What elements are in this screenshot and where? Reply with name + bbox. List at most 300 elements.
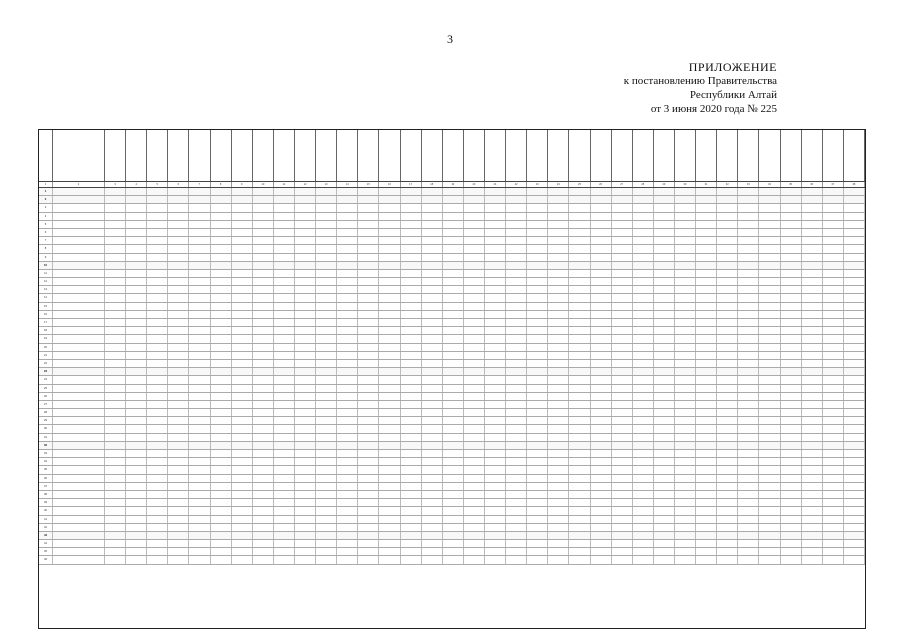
table-cell (506, 556, 527, 563)
table-cell (633, 311, 654, 318)
table-cell (527, 245, 548, 252)
table-cell (802, 450, 823, 457)
table-cell (274, 213, 295, 220)
table-cell (105, 507, 126, 514)
table-cell (337, 540, 358, 547)
table-cell (189, 270, 210, 277)
table-cell (717, 360, 738, 367)
column-number: 36 (802, 182, 823, 187)
table-cell (147, 204, 168, 211)
table-cell (422, 434, 443, 441)
table-cell (675, 311, 696, 318)
table-cell (147, 516, 168, 523)
table-cell (844, 319, 865, 326)
row-number-cell: 22 (39, 360, 53, 367)
table-cell (105, 466, 126, 473)
table-cell (443, 532, 464, 539)
table-cell (738, 516, 759, 523)
table-cell (337, 368, 358, 375)
table-cell (548, 516, 569, 523)
table-cell (105, 327, 126, 334)
table-cell (591, 319, 612, 326)
column-number: 27 (612, 182, 633, 187)
table-cell (654, 311, 675, 318)
table-cell (253, 188, 274, 195)
table-cell (464, 303, 485, 310)
table-cell (696, 434, 717, 441)
table-cell (443, 303, 464, 310)
table-cell (232, 286, 253, 293)
table-cell (717, 516, 738, 523)
table-cell (401, 286, 422, 293)
table-cell (337, 376, 358, 383)
table-cell (823, 417, 844, 424)
table-cell (337, 475, 358, 482)
table-cell (844, 442, 865, 449)
table-cell (295, 540, 316, 547)
table-cell (274, 344, 295, 351)
table-cell (443, 196, 464, 203)
table-cell (379, 352, 400, 359)
table-cell (358, 491, 379, 498)
table-cell (759, 524, 780, 531)
header-cell (358, 130, 379, 181)
table-cell (823, 229, 844, 236)
table-cell (569, 319, 590, 326)
table-cell (548, 360, 569, 367)
table-cell (358, 516, 379, 523)
table-cell (527, 458, 548, 465)
table-cell (53, 434, 105, 441)
table-cell (612, 303, 633, 310)
table-cell (232, 294, 253, 301)
table-cell (781, 327, 802, 334)
table-cell (253, 286, 274, 293)
table-cell (759, 483, 780, 490)
table-cell (717, 507, 738, 514)
table-cell (105, 254, 126, 261)
table-cell (147, 286, 168, 293)
table-cell (654, 450, 675, 457)
table-cell (443, 237, 464, 244)
table-cell (443, 221, 464, 228)
table-cell (379, 376, 400, 383)
column-number: 5 (147, 182, 168, 187)
table-cell (844, 204, 865, 211)
table-cell (548, 385, 569, 392)
table-cell (781, 303, 802, 310)
table-cell (337, 319, 358, 326)
table-cell (675, 303, 696, 310)
column-number: 16 (379, 182, 400, 187)
table-cell (675, 196, 696, 203)
table-cell (337, 286, 358, 293)
table-cell (443, 254, 464, 261)
table-cell (126, 196, 147, 203)
table-cell (337, 466, 358, 473)
table-cell (738, 204, 759, 211)
table-cell (253, 507, 274, 514)
row-number-cell: 25 (39, 385, 53, 392)
table-cell (358, 442, 379, 449)
table-cell (358, 237, 379, 244)
table-cell (126, 335, 147, 342)
table-cell (274, 196, 295, 203)
table-cell (759, 294, 780, 301)
table-cell (189, 344, 210, 351)
table-cell (232, 221, 253, 228)
table-row (39, 368, 865, 376)
table-cell (548, 368, 569, 375)
table-cell (295, 303, 316, 310)
table-cell (358, 507, 379, 514)
table-cell (401, 532, 422, 539)
table-cell (401, 376, 422, 383)
table-cell (105, 319, 126, 326)
table-cell (633, 548, 654, 555)
table-cell (781, 393, 802, 400)
table-cell (105, 417, 126, 424)
table-cell (126, 434, 147, 441)
table-cell (337, 270, 358, 277)
table-cell (401, 450, 422, 457)
table-cell (401, 556, 422, 563)
table-cell (738, 221, 759, 228)
table-cell (401, 303, 422, 310)
table-cell (189, 196, 210, 203)
table-cell (696, 335, 717, 342)
table-cell (316, 516, 337, 523)
table-cell (358, 483, 379, 490)
table-cell (422, 376, 443, 383)
table-cell (211, 319, 232, 326)
table-cell (105, 393, 126, 400)
table-cell (485, 417, 506, 424)
row-number-cell: 19 (39, 335, 53, 342)
table-cell (548, 319, 569, 326)
table-cell (633, 294, 654, 301)
column-number: 25 (569, 182, 590, 187)
table-cell (506, 254, 527, 261)
table-cell (337, 434, 358, 441)
table-cell (844, 196, 865, 203)
table-cell (422, 385, 443, 392)
table-cell (717, 327, 738, 334)
table-cell (211, 442, 232, 449)
table-cell (759, 499, 780, 506)
table-cell (316, 262, 337, 269)
table-cell (717, 303, 738, 310)
table-cell (781, 188, 802, 195)
table-cell (696, 327, 717, 334)
table-cell (759, 393, 780, 400)
table-cell (654, 556, 675, 563)
table-cell (105, 213, 126, 220)
table-cell (189, 262, 210, 269)
table-cell (401, 237, 422, 244)
table-cell (126, 311, 147, 318)
table-cell (844, 360, 865, 367)
table-cell (464, 344, 485, 351)
table-cell (189, 237, 210, 244)
table-cell (232, 540, 253, 547)
table-cell (253, 483, 274, 490)
table-cell (464, 360, 485, 367)
table-cell (823, 245, 844, 252)
table-cell (717, 385, 738, 392)
table-cell (506, 475, 527, 482)
table-cell (53, 401, 105, 408)
table-cell (591, 483, 612, 490)
table-cell (844, 401, 865, 408)
table-cell (379, 303, 400, 310)
table-cell (358, 344, 379, 351)
table-cell (253, 417, 274, 424)
column-number: 28 (633, 182, 654, 187)
table-cell (253, 262, 274, 269)
table-cell (53, 450, 105, 457)
table-cell (316, 237, 337, 244)
table-cell (569, 393, 590, 400)
table-cell (105, 532, 126, 539)
table-cell (612, 401, 633, 408)
table-cell (168, 524, 189, 531)
table-cell (717, 270, 738, 277)
table-cell (422, 475, 443, 482)
table-cell (781, 254, 802, 261)
table-cell (506, 335, 527, 342)
table-cell (569, 335, 590, 342)
table-cell (232, 466, 253, 473)
table-cell (464, 368, 485, 375)
table-cell (823, 311, 844, 318)
table-cell (569, 434, 590, 441)
table-cell (612, 311, 633, 318)
header-cell (633, 130, 654, 181)
table-cell (232, 548, 253, 555)
column-number: 18 (422, 182, 443, 187)
table-cell (358, 245, 379, 252)
table-cell (443, 516, 464, 523)
table-cell (253, 327, 274, 334)
table-cell (189, 368, 210, 375)
table-cell (379, 188, 400, 195)
header-cell (232, 130, 253, 181)
table-cell (633, 524, 654, 531)
table-cell (53, 458, 105, 465)
table-cell (422, 491, 443, 498)
header-cell (738, 130, 759, 181)
table-cell (591, 409, 612, 416)
row-number-cell: 38 (39, 491, 53, 498)
table-cell (147, 221, 168, 228)
table-cell (337, 524, 358, 531)
table-cell (781, 409, 802, 416)
table-cell (802, 376, 823, 383)
table-cell (569, 466, 590, 473)
table-cell (189, 245, 210, 252)
table-cell (759, 360, 780, 367)
table-cell (295, 360, 316, 367)
column-number: 20 (464, 182, 485, 187)
table-cell (274, 221, 295, 228)
table-cell (738, 294, 759, 301)
table-cell (654, 245, 675, 252)
table-cell (802, 262, 823, 269)
header-cell (802, 130, 823, 181)
table-cell (696, 237, 717, 244)
table-cell (633, 507, 654, 514)
table-cell (738, 475, 759, 482)
table-cell (591, 401, 612, 408)
table-cell (675, 270, 696, 277)
table-cell (633, 376, 654, 383)
table-cell (591, 221, 612, 228)
table-cell (485, 458, 506, 465)
table-cell (802, 548, 823, 555)
table-cell (147, 188, 168, 195)
table-row (39, 311, 865, 319)
table-cell (295, 516, 316, 523)
table-cell (844, 483, 865, 490)
table-cell (443, 442, 464, 449)
table-cell (147, 262, 168, 269)
table-cell (844, 434, 865, 441)
table-cell (464, 376, 485, 383)
table-cell (759, 311, 780, 318)
table-cell (759, 196, 780, 203)
table-cell (802, 237, 823, 244)
table-cell (506, 442, 527, 449)
table-row (39, 524, 865, 532)
table-cell (211, 540, 232, 547)
table-cell (337, 278, 358, 285)
table-cell (337, 507, 358, 514)
table-cell (401, 417, 422, 424)
table-row (39, 286, 865, 294)
table-cell (612, 425, 633, 432)
table-cell (759, 237, 780, 244)
column-number: 30 (675, 182, 696, 187)
table-cell (295, 229, 316, 236)
table-cell (295, 491, 316, 498)
table-cell (443, 311, 464, 318)
table-cell (464, 483, 485, 490)
table-cell (612, 262, 633, 269)
table-cell (759, 213, 780, 220)
table-cell (548, 417, 569, 424)
table-cell (844, 417, 865, 424)
table-cell (527, 327, 548, 334)
table-cell (253, 532, 274, 539)
table-cell (844, 270, 865, 277)
header-cell (274, 130, 295, 181)
table-cell (274, 278, 295, 285)
column-number: 24 (548, 182, 569, 187)
table-cell (527, 270, 548, 277)
table-cell (506, 294, 527, 301)
table-cell (802, 327, 823, 334)
table-cell (168, 425, 189, 432)
table-cell (612, 254, 633, 261)
table-cell (717, 188, 738, 195)
table-row (39, 188, 865, 196)
table-cell (823, 491, 844, 498)
table-cell (506, 532, 527, 539)
table-cell (696, 213, 717, 220)
table-cell (569, 401, 590, 408)
table-cell (274, 245, 295, 252)
table-cell (316, 254, 337, 261)
table-cell (717, 556, 738, 563)
table-cell (759, 458, 780, 465)
table-cell (295, 385, 316, 392)
table-cell (401, 254, 422, 261)
table-cell (675, 385, 696, 392)
table-cell (527, 491, 548, 498)
table-cell (232, 417, 253, 424)
table-cell (337, 262, 358, 269)
table-cell (612, 319, 633, 326)
table-cell (696, 516, 717, 523)
table-cell (443, 245, 464, 252)
table-cell (253, 425, 274, 432)
table-cell (147, 270, 168, 277)
table-cell (633, 442, 654, 449)
table-cell (759, 254, 780, 261)
table-row (39, 434, 865, 442)
table-cell (633, 270, 654, 277)
table-cell (569, 294, 590, 301)
table-cell (274, 409, 295, 416)
table-cell (53, 245, 105, 252)
table-cell (211, 335, 232, 342)
table-cell (358, 393, 379, 400)
table-cell (147, 352, 168, 359)
table-cell (358, 327, 379, 334)
table-cell (253, 450, 274, 457)
table-cell (422, 548, 443, 555)
table-cell (295, 499, 316, 506)
table-cell (464, 425, 485, 432)
table-cell (717, 254, 738, 261)
table-cell (211, 327, 232, 334)
table-cell (401, 245, 422, 252)
table-cell (379, 532, 400, 539)
row-number-cell: 35 (39, 466, 53, 473)
table-cell (759, 434, 780, 441)
table-cell (738, 442, 759, 449)
table-cell (612, 524, 633, 531)
table-cell (591, 344, 612, 351)
table-cell (211, 188, 232, 195)
row-number-cell: 36 (39, 475, 53, 482)
table-cell (147, 213, 168, 220)
table-cell (379, 327, 400, 334)
table-cell (759, 344, 780, 351)
table-cell (506, 401, 527, 408)
table-cell (696, 204, 717, 211)
table-cell (717, 466, 738, 473)
table-cell (422, 327, 443, 334)
table-cell (168, 475, 189, 482)
table-cell (211, 425, 232, 432)
table-cell (675, 352, 696, 359)
table-cell (232, 335, 253, 342)
table-cell (844, 262, 865, 269)
table-cell (759, 548, 780, 555)
table-cell (506, 319, 527, 326)
